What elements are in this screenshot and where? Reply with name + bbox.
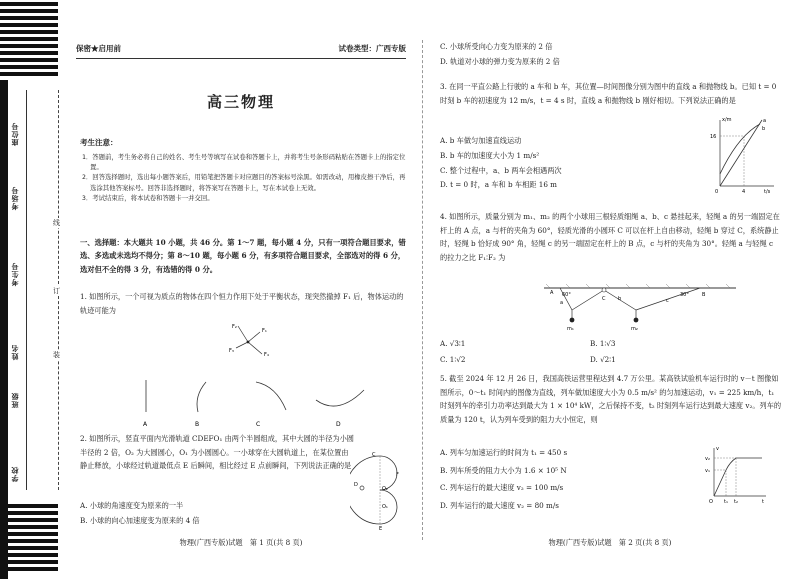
q1-option-a: A — [143, 421, 148, 428]
q4-label-a-point: A — [550, 290, 554, 296]
q2-label-d: D — [354, 482, 358, 488]
note-item: 1．答题前，考生务必将自己的姓名、考生号等填写在试卷和答题卡上，并将考生号条形码粘贴在答题卡上的指定位置。 — [82, 152, 406, 172]
q4-label-c-ring: C — [602, 296, 606, 302]
barcode-stripe — [0, 553, 58, 557]
question-1: 1. 如图所示，一个可视为质点的物体在四个恒力作用下处于平衡状态，现突然撤掉 F₁ 后，物体运动的轨迹可能为 — [80, 292, 404, 315]
barcode-stripe — [0, 525, 58, 529]
q4-option-d: D. √2∶1 — [590, 354, 616, 364]
q1-option-c: C — [256, 421, 261, 428]
barcode-stripe — [0, 567, 58, 571]
q4-label-rope-a: a — [560, 300, 564, 306]
q5-option-c: C. 列车运行的最大速度 v₂ = 100 m/s — [440, 483, 564, 493]
barcode-stripe — [0, 65, 58, 69]
barcode-stripe — [0, 51, 58, 55]
q3-option-d: D. t = 0 时，a 车和 b 车相距 16 m — [440, 180, 557, 190]
q5-label-v2: v₂ — [705, 456, 710, 462]
q4-label-rope-c: c — [666, 298, 669, 304]
q2-label-f: F — [396, 472, 399, 478]
q1-label-f4: F₄ — [264, 352, 269, 358]
header-rule — [76, 58, 406, 59]
q5-label-t1: t₁ — [724, 499, 728, 504]
footer-page-1: 物理(广西专版)试题 第 1 页(共 8 页) — [179, 538, 303, 547]
barcode-stripe — [0, 16, 58, 20]
q4-option-c: C. 1∶√2 — [440, 354, 466, 364]
notes-heading: 考生注意： — [80, 138, 118, 147]
notes — [80, 138, 410, 203]
barcode-stripe — [0, 72, 58, 76]
q4-label-m1: m₁ — [567, 326, 574, 332]
q4-rope-diagram — [540, 282, 740, 332]
q4-label-b-point: B — [702, 292, 706, 298]
confidential-mark: 保密★启用前 — [76, 44, 121, 53]
page-2 — [430, 0, 790, 579]
q4-options — [440, 336, 784, 368]
page-divider — [422, 40, 423, 540]
label-student-number: 考生号 — [10, 262, 19, 286]
q2-label-c: C — [372, 452, 376, 458]
note-item: 3．考试结束后，将本试卷和答题卡一并交回。 — [82, 193, 214, 202]
q1-label-f2: F₂ — [232, 324, 237, 330]
fill-line — [26, 90, 27, 490]
barcode-stripe — [0, 539, 58, 543]
note-item: 2．回答选择题时，选出每小题答案后，用铅笔把答题卡对应题目的答案标号涂黑。如需改动，用橡皮擦干净后，再选涂其他答案标号。回答非选择题时，将答案写在答题卡上，写在本试卷上无效。 — [82, 173, 406, 192]
barcode-stripe — [0, 504, 58, 508]
q3-label-b: b — [762, 126, 766, 132]
q3-option-a: A. b 车做匀加速直线运动 — [440, 136, 522, 145]
label-class: 班级 — [10, 392, 19, 408]
label-name: 姓名 — [10, 344, 19, 360]
q2-option-d: D. 轨道对小球的弹力变为原来的 2 倍 — [440, 56, 560, 66]
barcode-stripe — [0, 518, 58, 522]
q5-vt-graph — [704, 444, 770, 504]
paper-type: 试卷类型：广西专版 — [338, 44, 406, 53]
q5-option-a: A. 列车匀加速运行的时间为 t₁ = 450 s — [440, 448, 568, 457]
q1-force-diagram — [226, 320, 286, 360]
q2-label-o1: O₁ — [382, 504, 388, 510]
q4-option-b: B. 1∶√3 — [590, 339, 616, 348]
barcode-stripe — [0, 532, 58, 536]
label-exam-room: 考场号 — [10, 186, 19, 210]
q2-options — [80, 498, 410, 528]
label-school: 学校 — [10, 466, 19, 482]
q5-label-v1: v₁ — [705, 468, 710, 474]
barcode-stripe — [0, 9, 58, 13]
q4-option-a: A. √3∶1 — [440, 339, 466, 348]
q3-option-b: B. b 车的加速度大小为 1 m/s² — [440, 150, 540, 160]
q5-y-axis-label: v — [716, 446, 719, 452]
barcode-stripe — [0, 2, 58, 6]
q2-option-b: B. 小球的向心加速度变为原来的 4 倍 — [80, 516, 200, 526]
question-3: 3. 在同一平直公路上行驶的 a 车和 b 车，其位置—时间图像分别为图中的直线 a 和抛物线 b。已知 t = 0 时刻 b 车的初速度为 12 m/s，t = 4 s 时，直线 a 和抛物线 b 刚好相切。下列说法正确的是 — [440, 82, 777, 105]
question-2: 2. 如图所示，竖直平面内光滑轨道 CDEFO₁ 由两个半圆组成，其中大圆的半径为小圆半径的 2 倍，O₂ 为大圆圆心，O₁ 为小圆圆心。一小球穿在大圆轨道上，在某位置由静止释放，小球经过轨道最低点 E 后瞬间，相比经过 E 点前瞬间，下列说法正确的是 — [80, 434, 354, 471]
q5-label-t2: t₂ — [734, 499, 738, 504]
q1-option-b: B — [195, 421, 200, 428]
q1-label-f3: F₃ — [229, 348, 234, 354]
q1-trajectory-options — [106, 370, 396, 430]
q3-y-axis-label: x/m — [722, 117, 732, 123]
q3-x-tick: 4 — [742, 189, 746, 194]
q4-label-rope-b: b — [618, 296, 622, 302]
q3-label-a: a — [763, 118, 767, 124]
q5-option-b: B. 列车所受的阻力大小为 1.6 × 10⁵ N — [440, 465, 567, 475]
barcode-stripe — [0, 30, 58, 34]
q5-origin: O — [709, 499, 713, 504]
barcode-stripe — [0, 560, 58, 564]
q3-xt-graph — [708, 114, 778, 194]
q3-x-axis-label: t/s — [764, 189, 771, 194]
barcode-stripe — [0, 44, 58, 48]
q1-option-d: D — [336, 421, 341, 428]
q3-option-c: C. 整个过程中，a、b 两车会相遇两次 — [440, 165, 562, 175]
barcode-stripe — [0, 23, 58, 27]
section-heading: 一、选择题：本大题共 10 小题，共 46 分。第 1～7 题，每小题 4 分，只有一项符合题目要求，错选、多选或未选均不得分；第 8～10 题，每小题 6 分，有多项符合题目要求，全部选对的得 6 分，选对但不全的得 3 分，有选错的得 0 分。 — [80, 238, 406, 274]
q4-label-60: 60° — [562, 292, 571, 298]
q2-option-c: C. 小球所受向心力变为原来的 2 倍 — [440, 42, 553, 51]
page-title: 高三物理 — [206, 93, 275, 111]
barcode-stripe — [0, 511, 58, 515]
question-4: 4. 如图所示，质量分别为 m₁、m₂ 的两个小球用三根轻质细绳 a、b、c 悬挂起来，轻绳 a 的另一端固定在杆上的 A 点，a 与杆的夹角为 60°，轻质光滑的小圆环 C 可以在杆上自由移动，轻绳 b 穿过 C，系统静止时，轻绳 b 恰好成 90° 角，轻绳 c 的另一端固定在杆上的 B 点，c 与杆的夹角为 30°。轻绳 a 与轻绳 c 的拉力之比 F₁∶F₂ 为 — [440, 212, 780, 263]
footer-page-2: 物理(广西专版)试题 第 2 页(共 8 页) — [548, 538, 672, 547]
q3-y-tick: 16 — [710, 134, 717, 140]
q2-options-continued — [440, 40, 784, 70]
q2-label-o2: O₂ — [382, 486, 388, 492]
barcode-stripe — [0, 546, 58, 550]
gutter-word-bind: 订 — [53, 287, 60, 295]
gutter-word-mount: 装 — [53, 351, 60, 359]
q2-label-e: E — [379, 526, 383, 530]
question-5: 5. 截至 2024 年 12 月 26 日，我国高铁运营里程达到 4.7 万公里。某高铁试验机车运行时的 v－t 图像如图所示，0～t₁ 时间内的图像为直线，列车做加速度大小为 0.5 m/s² 的匀加速运动，v₁ = 225 km/h，t₁ 时刻列车的牵引力功率达到最大为 1 × 10⁴ kW，之后保持不变，t₂ 时刻列车运行达到最大速度 v₂。列车的质量为 120 t，认为列车受到的阻力大小恒定，则 — [440, 374, 782, 425]
barcode-stripe — [0, 37, 58, 41]
q1-label-f1: F₁ — [262, 328, 267, 334]
q5-option-d: D. 列车运行的最大速度 v₂ = 80 m/s — [440, 500, 559, 510]
gutter-word-line: 线 — [53, 219, 60, 227]
page-header — [76, 44, 406, 55]
q5-x-axis-label: t — [762, 499, 764, 504]
q4-label-30: 30° — [680, 292, 689, 298]
page-1 — [66, 0, 416, 579]
q3-origin: 0 — [715, 189, 719, 194]
barcode-stripe — [0, 58, 58, 62]
label-seat-number: 座位号 — [10, 122, 19, 146]
q4-label-m2: m₂ — [631, 326, 638, 332]
binding-margin — [0, 0, 62, 579]
q2-option-a: A. 小球的角速度变为原来的一半 — [80, 501, 184, 510]
